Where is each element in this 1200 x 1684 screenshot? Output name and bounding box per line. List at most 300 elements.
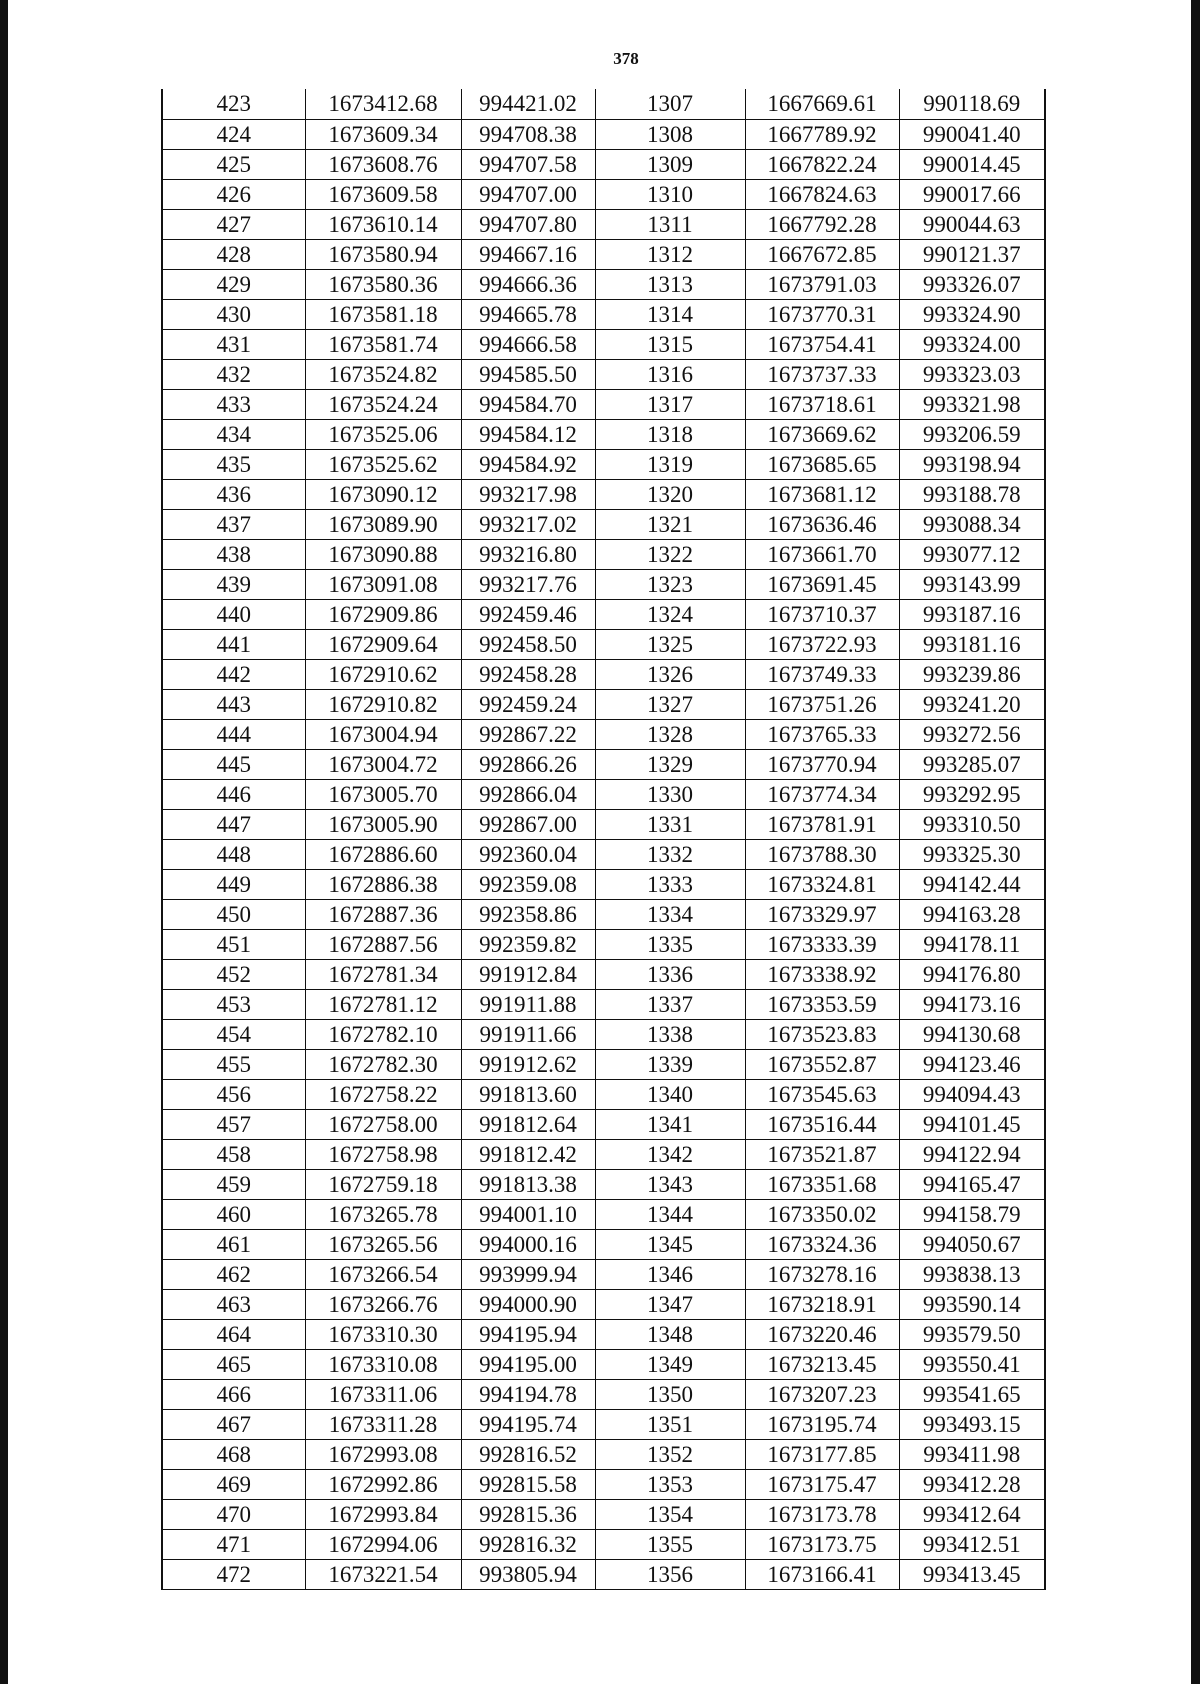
table-row bbox=[162, 1379, 1045, 1409]
y-coordinate-cell: 994176.80 bbox=[899, 959, 1045, 989]
y-coordinate-cell: 993198.94 bbox=[899, 449, 1045, 479]
point-number-cell: 449 bbox=[162, 869, 305, 899]
y-coordinate-cell: 994666.36 bbox=[461, 269, 595, 299]
coordinates-table-body bbox=[162, 89, 1045, 1589]
y-coordinate-cell: 993413.45 bbox=[899, 1559, 1045, 1589]
y-coordinate-cell: 993805.94 bbox=[461, 1559, 595, 1589]
x-coordinate-cell: 1667789.92 bbox=[745, 119, 899, 149]
scan-edge-right bbox=[1191, 0, 1200, 1684]
y-coordinate-cell: 994178.11 bbox=[899, 929, 1045, 959]
point-number-cell: 1318 bbox=[595, 419, 745, 449]
point-number-cell: 438 bbox=[162, 539, 305, 569]
x-coordinate-cell: 1673310.08 bbox=[305, 1349, 461, 1379]
y-coordinate-cell: 991813.38 bbox=[461, 1169, 595, 1199]
point-number-cell: 1344 bbox=[595, 1199, 745, 1229]
table-row bbox=[162, 1199, 1045, 1229]
x-coordinate-cell: 1673770.94 bbox=[745, 749, 899, 779]
y-coordinate-cell: 991911.66 bbox=[461, 1019, 595, 1049]
scan-edge-left bbox=[0, 0, 8, 1684]
y-coordinate-cell: 994001.10 bbox=[461, 1199, 595, 1229]
table-row bbox=[162, 449, 1045, 479]
table-row bbox=[162, 989, 1045, 1019]
table-row bbox=[162, 1229, 1045, 1259]
x-coordinate-cell: 1672782.10 bbox=[305, 1019, 461, 1049]
point-number-cell: 462 bbox=[162, 1259, 305, 1289]
table-row bbox=[162, 599, 1045, 629]
table-row bbox=[162, 1289, 1045, 1319]
point-number-cell: 1313 bbox=[595, 269, 745, 299]
x-coordinate-cell: 1672758.98 bbox=[305, 1139, 461, 1169]
y-coordinate-cell: 993324.90 bbox=[899, 299, 1045, 329]
x-coordinate-cell: 1673552.87 bbox=[745, 1049, 899, 1079]
point-number-cell: 1348 bbox=[595, 1319, 745, 1349]
y-coordinate-cell: 994101.45 bbox=[899, 1109, 1045, 1139]
y-coordinate-cell: 992866.26 bbox=[461, 749, 595, 779]
y-coordinate-cell: 991911.88 bbox=[461, 989, 595, 1019]
y-coordinate-cell: 993292.95 bbox=[899, 779, 1045, 809]
y-coordinate-cell: 993325.30 bbox=[899, 839, 1045, 869]
x-coordinate-cell: 1673722.93 bbox=[745, 629, 899, 659]
table-row bbox=[162, 89, 1045, 119]
y-coordinate-cell: 993323.03 bbox=[899, 359, 1045, 389]
point-number-cell: 1345 bbox=[595, 1229, 745, 1259]
point-number-cell: 434 bbox=[162, 419, 305, 449]
table-row bbox=[162, 1439, 1045, 1469]
y-coordinate-cell: 993187.16 bbox=[899, 599, 1045, 629]
y-coordinate-cell: 994707.58 bbox=[461, 149, 595, 179]
table-row bbox=[162, 1079, 1045, 1109]
x-coordinate-cell: 1672909.86 bbox=[305, 599, 461, 629]
y-coordinate-cell: 994421.02 bbox=[461, 89, 595, 119]
table-row bbox=[162, 269, 1045, 299]
x-coordinate-cell: 1673636.46 bbox=[745, 509, 899, 539]
x-coordinate-cell: 1673177.85 bbox=[745, 1439, 899, 1469]
table-row bbox=[162, 119, 1045, 149]
x-coordinate-cell: 1673516.44 bbox=[745, 1109, 899, 1139]
y-coordinate-cell: 994707.00 bbox=[461, 179, 595, 209]
table-row bbox=[162, 929, 1045, 959]
point-number-cell: 468 bbox=[162, 1439, 305, 1469]
point-number-cell: 452 bbox=[162, 959, 305, 989]
point-number-cell: 470 bbox=[162, 1499, 305, 1529]
x-coordinate-cell: 1673004.94 bbox=[305, 719, 461, 749]
point-number-cell: 439 bbox=[162, 569, 305, 599]
x-coordinate-cell: 1672993.84 bbox=[305, 1499, 461, 1529]
point-number-cell: 454 bbox=[162, 1019, 305, 1049]
table-row bbox=[162, 1349, 1045, 1379]
point-number-cell: 471 bbox=[162, 1529, 305, 1559]
table-row bbox=[162, 239, 1045, 269]
point-number-cell: 429 bbox=[162, 269, 305, 299]
y-coordinate-cell: 992459.24 bbox=[461, 689, 595, 719]
y-coordinate-cell: 993206.59 bbox=[899, 419, 1045, 449]
y-coordinate-cell: 993411.98 bbox=[899, 1439, 1045, 1469]
x-coordinate-cell: 1667822.24 bbox=[745, 149, 899, 179]
point-number-cell: 1342 bbox=[595, 1139, 745, 1169]
point-number-cell: 1349 bbox=[595, 1349, 745, 1379]
x-coordinate-cell: 1673338.92 bbox=[745, 959, 899, 989]
point-number-cell: 472 bbox=[162, 1559, 305, 1589]
table-row bbox=[162, 1469, 1045, 1499]
table-row bbox=[162, 1559, 1045, 1589]
point-number-cell: 1324 bbox=[595, 599, 745, 629]
y-coordinate-cell: 992867.00 bbox=[461, 809, 595, 839]
point-number-cell: 443 bbox=[162, 689, 305, 719]
table-row bbox=[162, 539, 1045, 569]
y-coordinate-cell: 991912.84 bbox=[461, 959, 595, 989]
y-coordinate-cell: 993326.07 bbox=[899, 269, 1045, 299]
table-row bbox=[162, 389, 1045, 419]
y-coordinate-cell: 992458.50 bbox=[461, 629, 595, 659]
x-coordinate-cell: 1673788.30 bbox=[745, 839, 899, 869]
y-coordinate-cell: 994000.16 bbox=[461, 1229, 595, 1259]
y-coordinate-cell: 994094.43 bbox=[899, 1079, 1045, 1109]
x-coordinate-cell: 1673609.58 bbox=[305, 179, 461, 209]
point-number-cell: 436 bbox=[162, 479, 305, 509]
point-number-cell: 460 bbox=[162, 1199, 305, 1229]
point-number-cell: 1317 bbox=[595, 389, 745, 419]
x-coordinate-cell: 1673278.16 bbox=[745, 1259, 899, 1289]
point-number-cell: 1333 bbox=[595, 869, 745, 899]
x-coordinate-cell: 1667792.28 bbox=[745, 209, 899, 239]
x-coordinate-cell: 1672759.18 bbox=[305, 1169, 461, 1199]
table-row bbox=[162, 209, 1045, 239]
point-number-cell: 457 bbox=[162, 1109, 305, 1139]
x-coordinate-cell: 1673608.76 bbox=[305, 149, 461, 179]
table-row bbox=[162, 329, 1045, 359]
x-coordinate-cell: 1673166.41 bbox=[745, 1559, 899, 1589]
x-coordinate-cell: 1673266.54 bbox=[305, 1259, 461, 1289]
x-coordinate-cell: 1667672.85 bbox=[745, 239, 899, 269]
x-coordinate-cell: 1673580.94 bbox=[305, 239, 461, 269]
x-coordinate-cell: 1673265.78 bbox=[305, 1199, 461, 1229]
y-coordinate-cell: 990044.63 bbox=[899, 209, 1045, 239]
y-coordinate-cell: 991812.42 bbox=[461, 1139, 595, 1169]
point-number-cell: 450 bbox=[162, 899, 305, 929]
x-coordinate-cell: 1673770.31 bbox=[745, 299, 899, 329]
x-coordinate-cell: 1673266.76 bbox=[305, 1289, 461, 1319]
point-number-cell: 465 bbox=[162, 1349, 305, 1379]
x-coordinate-cell: 1673737.33 bbox=[745, 359, 899, 389]
y-coordinate-cell: 992359.82 bbox=[461, 929, 595, 959]
point-number-cell: 430 bbox=[162, 299, 305, 329]
x-coordinate-cell: 1673004.72 bbox=[305, 749, 461, 779]
x-coordinate-cell: 1673685.65 bbox=[745, 449, 899, 479]
point-number-cell: 1323 bbox=[595, 569, 745, 599]
x-coordinate-cell: 1673521.87 bbox=[745, 1139, 899, 1169]
x-coordinate-cell: 1673523.83 bbox=[745, 1019, 899, 1049]
table-row bbox=[162, 839, 1045, 869]
point-number-cell: 1329 bbox=[595, 749, 745, 779]
y-coordinate-cell: 990118.69 bbox=[899, 89, 1045, 119]
x-coordinate-cell: 1672782.30 bbox=[305, 1049, 461, 1079]
point-number-cell: 467 bbox=[162, 1409, 305, 1439]
y-coordinate-cell: 994165.47 bbox=[899, 1169, 1045, 1199]
point-number-cell: 1319 bbox=[595, 449, 745, 479]
y-coordinate-cell: 993999.94 bbox=[461, 1259, 595, 1289]
point-number-cell: 1350 bbox=[595, 1379, 745, 1409]
point-number-cell: 425 bbox=[162, 149, 305, 179]
y-coordinate-cell: 994163.28 bbox=[899, 899, 1045, 929]
x-coordinate-cell: 1673661.70 bbox=[745, 539, 899, 569]
x-coordinate-cell: 1673580.36 bbox=[305, 269, 461, 299]
table-row bbox=[162, 629, 1045, 659]
y-coordinate-cell: 993239.86 bbox=[899, 659, 1045, 689]
x-coordinate-cell: 1672886.38 bbox=[305, 869, 461, 899]
point-number-cell: 1331 bbox=[595, 809, 745, 839]
point-number-cell: 447 bbox=[162, 809, 305, 839]
x-coordinate-cell: 1673218.91 bbox=[745, 1289, 899, 1319]
table-row bbox=[162, 359, 1045, 389]
y-coordinate-cell: 994585.50 bbox=[461, 359, 595, 389]
point-number-cell: 440 bbox=[162, 599, 305, 629]
x-coordinate-cell: 1673195.74 bbox=[745, 1409, 899, 1439]
point-number-cell: 1355 bbox=[595, 1529, 745, 1559]
x-coordinate-cell: 1672909.64 bbox=[305, 629, 461, 659]
x-coordinate-cell: 1673213.45 bbox=[745, 1349, 899, 1379]
point-number-cell: 1337 bbox=[595, 989, 745, 1019]
x-coordinate-cell: 1673610.14 bbox=[305, 209, 461, 239]
x-coordinate-cell: 1672910.82 bbox=[305, 689, 461, 719]
y-coordinate-cell: 992816.32 bbox=[461, 1529, 595, 1559]
point-number-cell: 1308 bbox=[595, 119, 745, 149]
y-coordinate-cell: 993579.50 bbox=[899, 1319, 1045, 1349]
point-number-cell: 437 bbox=[162, 509, 305, 539]
table-row bbox=[162, 1109, 1045, 1139]
table-row bbox=[162, 1409, 1045, 1439]
y-coordinate-cell: 994584.70 bbox=[461, 389, 595, 419]
y-coordinate-cell: 992459.46 bbox=[461, 599, 595, 629]
point-number-cell: 1311 bbox=[595, 209, 745, 239]
y-coordinate-cell: 994142.44 bbox=[899, 869, 1045, 899]
x-coordinate-cell: 1673691.45 bbox=[745, 569, 899, 599]
x-coordinate-cell: 1673333.39 bbox=[745, 929, 899, 959]
point-number-cell: 455 bbox=[162, 1049, 305, 1079]
table-row bbox=[162, 419, 1045, 449]
point-number-cell: 1353 bbox=[595, 1469, 745, 1499]
y-coordinate-cell: 994667.16 bbox=[461, 239, 595, 269]
y-coordinate-cell: 994707.80 bbox=[461, 209, 595, 239]
table-row bbox=[162, 569, 1045, 599]
table-row bbox=[162, 959, 1045, 989]
x-coordinate-cell: 1672886.60 bbox=[305, 839, 461, 869]
y-coordinate-cell: 993217.98 bbox=[461, 479, 595, 509]
coordinates-table bbox=[161, 89, 1046, 1590]
x-coordinate-cell: 1673751.26 bbox=[745, 689, 899, 719]
x-coordinate-cell: 1673350.02 bbox=[745, 1199, 899, 1229]
x-coordinate-cell: 1673791.03 bbox=[745, 269, 899, 299]
point-number-cell: 435 bbox=[162, 449, 305, 479]
y-coordinate-cell: 994000.90 bbox=[461, 1289, 595, 1319]
x-coordinate-cell: 1673581.74 bbox=[305, 329, 461, 359]
y-coordinate-cell: 993310.50 bbox=[899, 809, 1045, 839]
x-coordinate-cell: 1673765.33 bbox=[745, 719, 899, 749]
point-number-cell: 1340 bbox=[595, 1079, 745, 1109]
point-number-cell: 1339 bbox=[595, 1049, 745, 1079]
point-number-cell: 1315 bbox=[595, 329, 745, 359]
point-number-cell: 1327 bbox=[595, 689, 745, 719]
x-coordinate-cell: 1673681.12 bbox=[745, 479, 899, 509]
y-coordinate-cell: 993590.14 bbox=[899, 1289, 1045, 1319]
x-coordinate-cell: 1673524.24 bbox=[305, 389, 461, 419]
table-row bbox=[162, 509, 1045, 539]
table-row bbox=[162, 689, 1045, 719]
y-coordinate-cell: 992360.04 bbox=[461, 839, 595, 869]
y-coordinate-cell: 993217.02 bbox=[461, 509, 595, 539]
x-coordinate-cell: 1673524.82 bbox=[305, 359, 461, 389]
table-row bbox=[162, 749, 1045, 779]
x-coordinate-cell: 1673525.06 bbox=[305, 419, 461, 449]
x-coordinate-cell: 1667824.63 bbox=[745, 179, 899, 209]
point-number-cell: 1354 bbox=[595, 1499, 745, 1529]
point-number-cell: 459 bbox=[162, 1169, 305, 1199]
y-coordinate-cell: 993143.99 bbox=[899, 569, 1045, 599]
y-coordinate-cell: 991912.62 bbox=[461, 1049, 595, 1079]
x-coordinate-cell: 1673754.41 bbox=[745, 329, 899, 359]
point-number-cell: 466 bbox=[162, 1379, 305, 1409]
x-coordinate-cell: 1672758.22 bbox=[305, 1079, 461, 1109]
x-coordinate-cell: 1673324.36 bbox=[745, 1229, 899, 1259]
y-coordinate-cell: 993324.00 bbox=[899, 329, 1045, 359]
point-number-cell: 1334 bbox=[595, 899, 745, 929]
y-coordinate-cell: 993285.07 bbox=[899, 749, 1045, 779]
x-coordinate-cell: 1673353.59 bbox=[745, 989, 899, 1019]
y-coordinate-cell: 990121.37 bbox=[899, 239, 1045, 269]
point-number-cell: 1314 bbox=[595, 299, 745, 329]
table-row bbox=[162, 1139, 1045, 1169]
y-coordinate-cell: 994194.78 bbox=[461, 1379, 595, 1409]
table-row bbox=[162, 1529, 1045, 1559]
x-coordinate-cell: 1672758.00 bbox=[305, 1109, 461, 1139]
x-coordinate-cell: 1673089.90 bbox=[305, 509, 461, 539]
point-number-cell: 1322 bbox=[595, 539, 745, 569]
x-coordinate-cell: 1673324.81 bbox=[745, 869, 899, 899]
x-coordinate-cell: 1672781.12 bbox=[305, 989, 461, 1019]
y-coordinate-cell: 994666.58 bbox=[461, 329, 595, 359]
table-row bbox=[162, 299, 1045, 329]
table-row bbox=[162, 659, 1045, 689]
point-number-cell: 1347 bbox=[595, 1289, 745, 1319]
point-number-cell: 1316 bbox=[595, 359, 745, 389]
x-coordinate-cell: 1673581.18 bbox=[305, 299, 461, 329]
y-coordinate-cell: 994708.38 bbox=[461, 119, 595, 149]
point-number-cell: 445 bbox=[162, 749, 305, 779]
point-number-cell: 469 bbox=[162, 1469, 305, 1499]
y-coordinate-cell: 994050.67 bbox=[899, 1229, 1045, 1259]
y-coordinate-cell: 993077.12 bbox=[899, 539, 1045, 569]
point-number-cell: 428 bbox=[162, 239, 305, 269]
point-number-cell: 1330 bbox=[595, 779, 745, 809]
point-number-cell: 1343 bbox=[595, 1169, 745, 1199]
point-number-cell: 442 bbox=[162, 659, 305, 689]
y-coordinate-cell: 994665.78 bbox=[461, 299, 595, 329]
y-coordinate-cell: 994195.00 bbox=[461, 1349, 595, 1379]
y-coordinate-cell: 992816.52 bbox=[461, 1439, 595, 1469]
point-number-cell: 423 bbox=[162, 89, 305, 119]
x-coordinate-cell: 1672910.62 bbox=[305, 659, 461, 689]
table-row bbox=[162, 179, 1045, 209]
point-number-cell: 433 bbox=[162, 389, 305, 419]
point-number-cell: 1352 bbox=[595, 1439, 745, 1469]
x-coordinate-cell: 1673005.70 bbox=[305, 779, 461, 809]
x-coordinate-cell: 1673265.56 bbox=[305, 1229, 461, 1259]
point-number-cell: 446 bbox=[162, 779, 305, 809]
y-coordinate-cell: 993088.34 bbox=[899, 509, 1045, 539]
point-number-cell: 1335 bbox=[595, 929, 745, 959]
y-coordinate-cell: 993412.51 bbox=[899, 1529, 1045, 1559]
y-coordinate-cell: 992359.08 bbox=[461, 869, 595, 899]
point-number-cell: 1336 bbox=[595, 959, 745, 989]
y-coordinate-cell: 990014.45 bbox=[899, 149, 1045, 179]
y-coordinate-cell: 990017.66 bbox=[899, 179, 1045, 209]
point-number-cell: 1321 bbox=[595, 509, 745, 539]
x-coordinate-cell: 1672992.86 bbox=[305, 1469, 461, 1499]
y-coordinate-cell: 991812.64 bbox=[461, 1109, 595, 1139]
point-number-cell: 1325 bbox=[595, 629, 745, 659]
x-coordinate-cell: 1673311.28 bbox=[305, 1409, 461, 1439]
y-coordinate-cell: 994584.92 bbox=[461, 449, 595, 479]
table-row bbox=[162, 1499, 1045, 1529]
y-coordinate-cell: 994158.79 bbox=[899, 1199, 1045, 1229]
point-number-cell: 1307 bbox=[595, 89, 745, 119]
point-number-cell: 441 bbox=[162, 629, 305, 659]
y-coordinate-cell: 993241.20 bbox=[899, 689, 1045, 719]
point-number-cell: 458 bbox=[162, 1139, 305, 1169]
x-coordinate-cell: 1673749.33 bbox=[745, 659, 899, 689]
point-number-cell: 448 bbox=[162, 839, 305, 869]
y-coordinate-cell: 992815.36 bbox=[461, 1499, 595, 1529]
x-coordinate-cell: 1673090.88 bbox=[305, 539, 461, 569]
point-number-cell: 1338 bbox=[595, 1019, 745, 1049]
table-row bbox=[162, 779, 1045, 809]
y-coordinate-cell: 993321.98 bbox=[899, 389, 1045, 419]
point-number-cell: 424 bbox=[162, 119, 305, 149]
point-number-cell: 453 bbox=[162, 989, 305, 1019]
y-coordinate-cell: 994123.46 bbox=[899, 1049, 1045, 1079]
y-coordinate-cell: 994130.68 bbox=[899, 1019, 1045, 1049]
y-coordinate-cell: 993412.64 bbox=[899, 1499, 1045, 1529]
y-coordinate-cell: 991813.60 bbox=[461, 1079, 595, 1109]
point-number-cell: 1312 bbox=[595, 239, 745, 269]
x-coordinate-cell: 1672781.34 bbox=[305, 959, 461, 989]
x-coordinate-cell: 1673090.12 bbox=[305, 479, 461, 509]
point-number-cell: 1346 bbox=[595, 1259, 745, 1289]
y-coordinate-cell: 994173.16 bbox=[899, 989, 1045, 1019]
y-coordinate-cell: 994122.94 bbox=[899, 1139, 1045, 1169]
x-coordinate-cell: 1673329.97 bbox=[745, 899, 899, 929]
y-coordinate-cell: 992815.58 bbox=[461, 1469, 595, 1499]
y-coordinate-cell: 993272.56 bbox=[899, 719, 1045, 749]
x-coordinate-cell: 1673220.46 bbox=[745, 1319, 899, 1349]
y-coordinate-cell: 992458.28 bbox=[461, 659, 595, 689]
y-coordinate-cell: 992867.22 bbox=[461, 719, 595, 749]
x-coordinate-cell: 1673609.34 bbox=[305, 119, 461, 149]
table-row bbox=[162, 899, 1045, 929]
point-number-cell: 444 bbox=[162, 719, 305, 749]
x-coordinate-cell: 1673774.34 bbox=[745, 779, 899, 809]
table-row bbox=[162, 1259, 1045, 1289]
x-coordinate-cell: 1673781.91 bbox=[745, 809, 899, 839]
point-number-cell: 1341 bbox=[595, 1109, 745, 1139]
y-coordinate-cell: 993217.76 bbox=[461, 569, 595, 599]
table-row bbox=[162, 869, 1045, 899]
point-number-cell: 1320 bbox=[595, 479, 745, 509]
point-number-cell: 1309 bbox=[595, 149, 745, 179]
y-coordinate-cell: 993412.28 bbox=[899, 1469, 1045, 1499]
y-coordinate-cell: 993541.65 bbox=[899, 1379, 1045, 1409]
y-coordinate-cell: 993216.80 bbox=[461, 539, 595, 569]
x-coordinate-cell: 1673311.06 bbox=[305, 1379, 461, 1409]
